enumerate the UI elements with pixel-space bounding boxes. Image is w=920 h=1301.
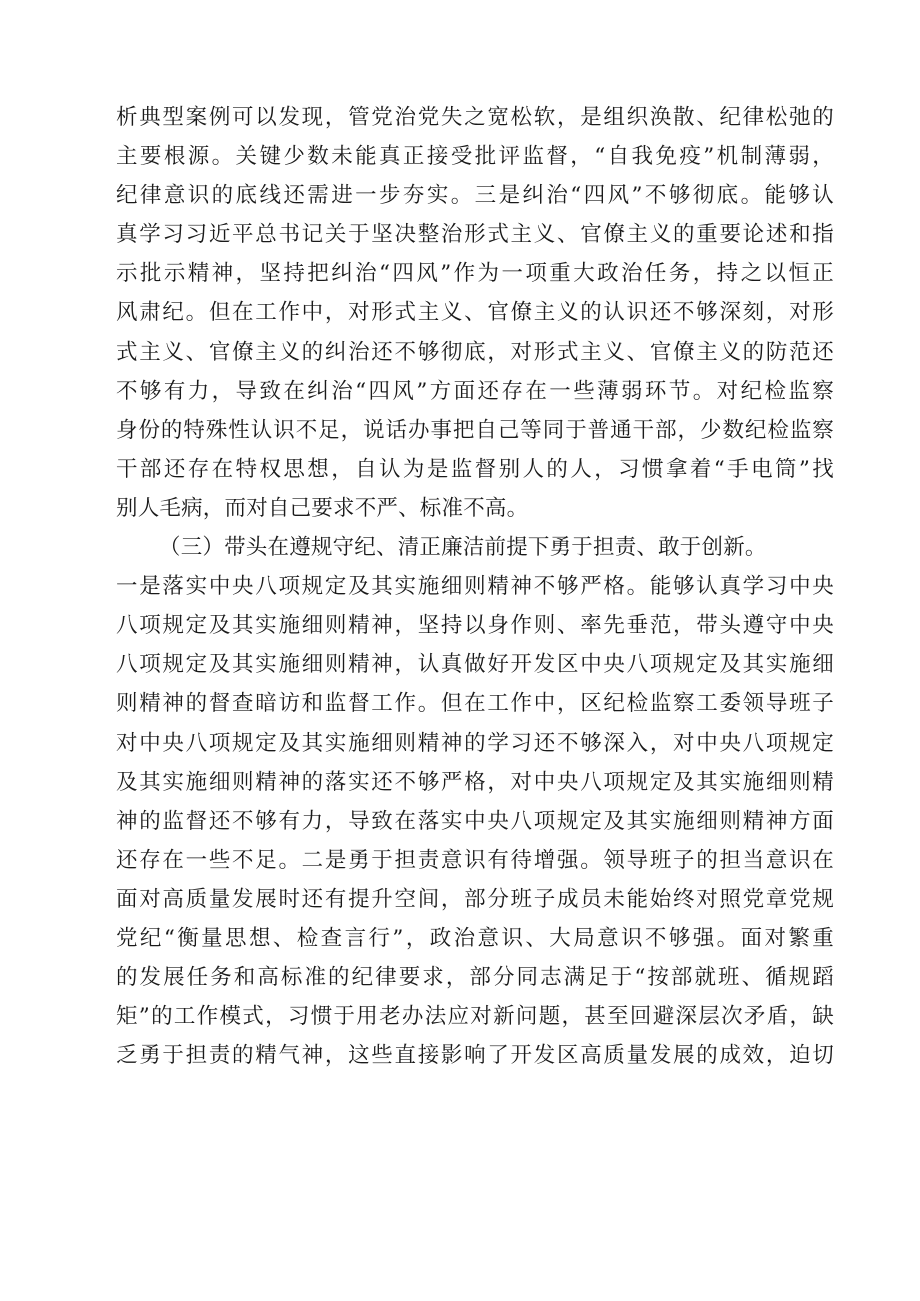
text-line: 面对高质量发展时还有提升空间，部分班子成员未能始终对照党章党规 — [116, 886, 834, 912]
text-line: 身份的特殊性认识不足，说话办事把自己等同于普通干部，少数纪检监察 — [116, 417, 834, 443]
text-line: 别人毛病，而对自己要求不严、标准不高。 — [116, 495, 529, 521]
section-heading: （三）带头在遵规守纪、清正廉洁前提下勇于担责、敢于创新。 — [159, 535, 767, 561]
text-line: 矩”的工作模式，习惯于用老办法应对新问题，甚至回避深层次矛盾，缺 — [116, 1004, 834, 1030]
text-line: 神的监督还不够有力，导致在落实中央八项规定及其实施细则精神方面 — [116, 808, 834, 834]
text-line: 及其实施细则精神的落实还不够严格，对中央八项规定及其实施细则精 — [116, 769, 834, 795]
text-line: 对中央八项规定及其实施细则精神的学习还不够深入，对中央八项规定 — [116, 730, 834, 756]
text-line: 八项规定及其实施细则精神，认真做好开发区中央八项规定及其实施细 — [116, 652, 834, 678]
text-line: 示批示精神，坚持把纠治“四风”作为一项重大政治任务，持之以恒正 — [116, 261, 834, 287]
text-line: 纪律意识的底线还需进一步夯实。三是纠治“四风”不够彻底。能够认 — [116, 183, 834, 209]
body-text — [116, 98, 834, 1075]
text-line: 一是落实中央八项规定及其实施细则精神不够严格。能够认真学习中央 — [116, 574, 834, 600]
text-line: 干部还存在特权思想，自认为是监督别人的人，习惯拿着“手电筒”找 — [116, 456, 834, 482]
text-line: 乏勇于担责的精气神，这些直接影响了开发区高质量发展的成效，迫切 — [116, 1043, 834, 1069]
text-line: 则精神的督查暗访和监督工作。但在工作中，区纪检监察工委领导班子 — [116, 691, 834, 717]
text-line: 八项规定及其实施细则精神，坚持以身作则、率先垂范，带头遵守中央 — [116, 613, 834, 639]
text-line: 不够有力，导致在纠治“四风”方面还存在一些薄弱环节。对纪检监察 — [116, 378, 834, 404]
text-line: 真学习习近平总书记关于坚决整治形式主义、官僚主义的重要论述和指 — [116, 222, 834, 248]
text-line: 式主义、官僚主义的纠治还不够彻底，对形式主义、官僚主义的防范还 — [116, 339, 834, 365]
text-line: 析典型案例可以发现，管党治党失之宽松软，是组织涣散、纪律松弛的 — [116, 105, 834, 130]
text-line: 主要根源。关键少数未能真正接受批评监督，“自我免疫”机制薄弱， — [116, 144, 834, 170]
text-line: 的发展任务和高标准的纪律要求，部分同志满足于“按部就班、循规蹈 — [116, 965, 834, 991]
text-line: 风肃纪。但在工作中，对形式主义、官僚主义的认识还不够深刻，对形 — [116, 300, 834, 326]
text-line: 党纪“衡量思想、检查言行”，政治意识、大局意识不够强。面对繁重 — [116, 925, 834, 951]
text-line: 还存在一些不足。二是勇于担责意识有待增强。领导班子的担当意识在 — [116, 847, 834, 873]
